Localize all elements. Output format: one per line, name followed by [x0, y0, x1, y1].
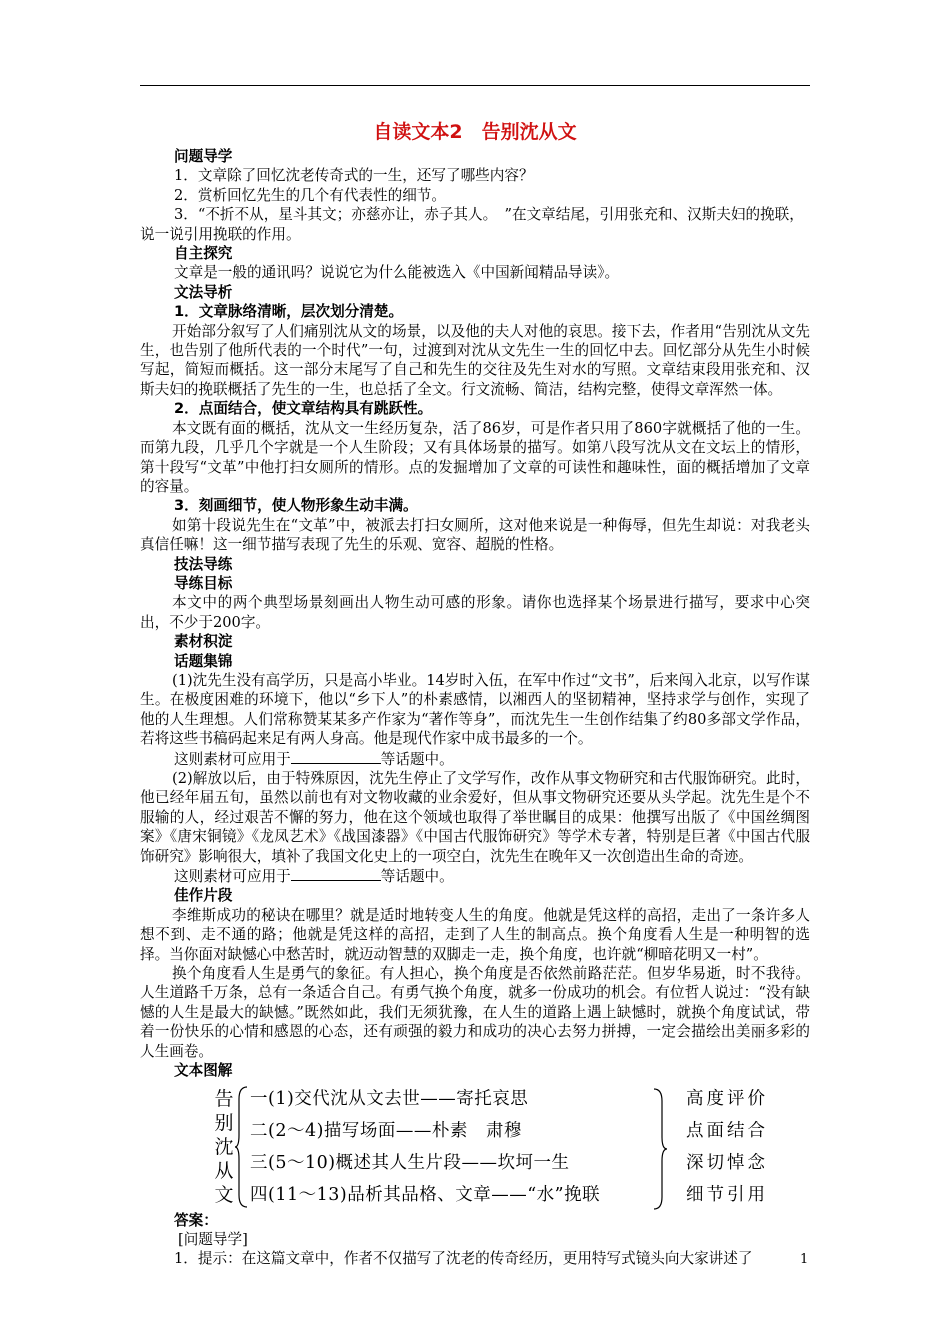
right-brace-icon [652, 1087, 668, 1211]
wenfa-point-3: 3．刻画细节，使人物形象生动丰满。 [174, 497, 418, 515]
subheading-tujie: 文本图解 [174, 1062, 233, 1080]
diagram-row: 四(11～13)品析其品格、文章——“水”挽联 [250, 1184, 601, 1205]
apply-suffix: 等话题中。 [380, 868, 454, 886]
fill-blank[interactable] [291, 866, 381, 881]
section-heading-zizhu: 自主探究 [174, 245, 233, 263]
wenfa-text-1: 开始部分叙写了人们痛别沈从文的场景，以及他的夫人对他的哀思。接下去，作者用“告别沈从文先生，也告别了他所代表的一个时代”一句，过渡到对沈从文先生一生的回忆中去。回忆部分从先生小时候写起，简短而概括。这一部分末尾写了自己和先生的交往及先生对水的写照。文章结束段用张充和、汉斯夫妇的挽联概括了先生的一生，也总括了全文。行文流畅、简洁，结构完整，使得文章浑然一体。 [140, 322, 810, 398]
document-body [140, 118, 810, 1269]
wenfa-text-3: 如第十段说先生在“文革”中，被派去打扫女厕所，这对他来说是一种侮辱，但先生却说：对我老头真信任嘛！这一细节描写表现了先生的乐观、宽容、超脱的性格。 [140, 516, 810, 554]
diagram-title-char: 沈 [214, 1135, 234, 1158]
question-3: 3．“不折不从，星斗其文；亦慈亦让，赤子其人。 ”在文章结尾，引用张充和、汉斯夫妇的挽联，说一说引用挽联的作用。 [140, 206, 804, 243]
apply-suffix: 等话题中。 [380, 750, 454, 768]
diagram-title [212, 1087, 236, 1207]
subheading-huati: 话题集锦 [174, 652, 233, 670]
jiazuo-text-1: 李维斯成功的秘诀在哪里？就是适时地转变人生的角度。他就是凭这样的高招，走出了一条许多人想不到、走不通的路；他就是凭这样的高招，走到了人生的制高点。换个角度看人生是一种明智的选择。当你面对缺憾心中愁苦时，就迈动智慧的双脚走一走，换个角度，也许就“柳暗花明又一村”。 [140, 906, 810, 963]
wenfa-point-2: 2．点面结合，使文章结构具有跳跃性。 [174, 400, 433, 418]
section-heading-jifa: 技法导练 [174, 555, 233, 573]
page-title: 自读文本2 告别沈从文 [373, 121, 577, 143]
diagram-row: 一(1)交代沈从文去世——寄托哀思 [250, 1088, 529, 1109]
subheading-jiazuo: 佳作片段 [174, 887, 233, 905]
answers-subheading: [问题导学] [178, 1230, 248, 1248]
subheading-daolian-mubiao: 导练目标 [174, 574, 233, 592]
answer-1-text: 1．提示：在这篇文章中，作者不仅描写了沈老的传奇经历，更用特写式镜头向大家讲述了 [174, 1250, 753, 1268]
apply-prefix: 这则素材可应用于 [174, 750, 291, 768]
page-number: 1 [800, 1252, 809, 1267]
diagram-rows [250, 1083, 600, 1211]
diagram-right-item: 高度评价 [686, 1088, 768, 1109]
question-2: 2．赏析回忆先生的几个有代表性的细节。 [174, 186, 446, 204]
sucai-apply-1 [140, 749, 810, 769]
diagram-title-char: 从 [214, 1159, 234, 1182]
diagram-title-char: 文 [214, 1183, 234, 1206]
left-brace-icon [235, 1085, 249, 1209]
header-rule [140, 85, 810, 86]
fill-blank[interactable] [291, 749, 381, 764]
section-heading-wenfa: 文法导析 [174, 283, 233, 301]
question-1: 1．文章除了回忆沈老传奇式的一生，还写了哪些内容？ [174, 167, 534, 185]
wenfa-point-1: 1．文章脉络清晰，层次划分清楚。 [174, 303, 404, 321]
section-heading-sucai: 素材积淀 [174, 633, 233, 651]
sucai-apply-2 [140, 866, 810, 886]
sucai-text-1: (1)沈先生没有高学历，只是高小毕业。14岁时入伍，在军中作过“文书”，后来闯入北京，以写作谋生。在极度困难的环境下，他以“乡下人”的朴素感情，以湘西人的坚韧精神，坚持求学与创作，实现了他的人生理想。人们常称赞某某多产作家为“著作等身”，而沈先生一生创作结集了约80多部文学作品，若将这些书稿码起来足有两人身高。他是现代作家中成书最多的一个。 [140, 671, 810, 748]
daolian-text: 本文中的两个典型场景刻画出人物生动可感的形象。请你也选择某个场景进行描写，要求中心突出，不少于200字。 [140, 594, 810, 631]
diagram-right-item: 细节引用 [686, 1184, 768, 1205]
sucai-text-2: (2)解放以后，由于特殊原因，沈先生停止了文学写作，改作从事文物研究和古代服饰研究。此时，他已经年届五旬，虽然以前也有对文物收藏的业余爱好，但从事文物研究还要从头学起。沈先生是个不服输的人，经过艰苦不懈的努力，他在这个领域也取得了举世瞩目的成果：他撰写出版了《中国丝绸图案》《唐宋铜镜》《龙凤艺术》《战国漆器》《中国古代服饰研究》等学术专著，特别是巨著《中国古代服饰研究》影响很大，填补了我国文化史上的一项空白，沈先生在晚年又一次创造出生命的奇迹。 [140, 770, 810, 865]
wenfa-text-2: 本文既有面的概括，沈从文一生经历复杂，活了86岁，可是作者只用了860字就概括了他的一生。而第九段，几乎几个字就是一个人生阶段；又有具体场景的描写。如第八段写沈从文在文坛上的情形，第十段写“文革”中他打扫女厕所的情形。点的发掘增加了文章的可读性和趣味性，面的概括增加了文章的容量。 [140, 419, 810, 495]
text-structure-diagram [140, 1083, 810, 1211]
apply-prefix: 这则素材可应用于 [174, 868, 291, 886]
tanjiu-text: 文章是一般的通讯吗？说说它为什么能被选入《中国新闻精品导读》。 [174, 264, 620, 282]
answers-heading: 答案： [174, 1211, 218, 1229]
diagram-right-column [686, 1083, 768, 1211]
jiazuo-text-2: 换个角度看人生是勇气的象征。有人担心，换个角度是否依然前路茫茫。但岁华易逝，时不我待。人生道路千万条，总有一条适合自己。有勇气换个角度，就多一份成功的机会。有位哲人说过：“没有缺憾的人生是最大的缺憾。”既然如此，我们无须犹豫，在人生的道路上遇上缺憾时，就换个角度试试，带着一份快乐的心情和感恩的心态，还有顽强的毅力和成功的决心去努力拼搏，一定会描绘出美丽多彩的人生画卷。 [140, 965, 810, 1060]
diagram-title-char: 别 [214, 1111, 234, 1134]
diagram-row: 三(5～10)概述其人生片段——坎坷一生 [250, 1152, 570, 1173]
diagram-title-char: 告 [214, 1087, 234, 1110]
diagram-row: 二(2～4)描写场面——朴素 肃穆 [250, 1120, 522, 1141]
diagram-right-item: 点面结合 [686, 1120, 768, 1141]
diagram-right-item: 深切悼念 [686, 1152, 768, 1173]
section-heading-wenti: 问题导学 [174, 148, 233, 165]
